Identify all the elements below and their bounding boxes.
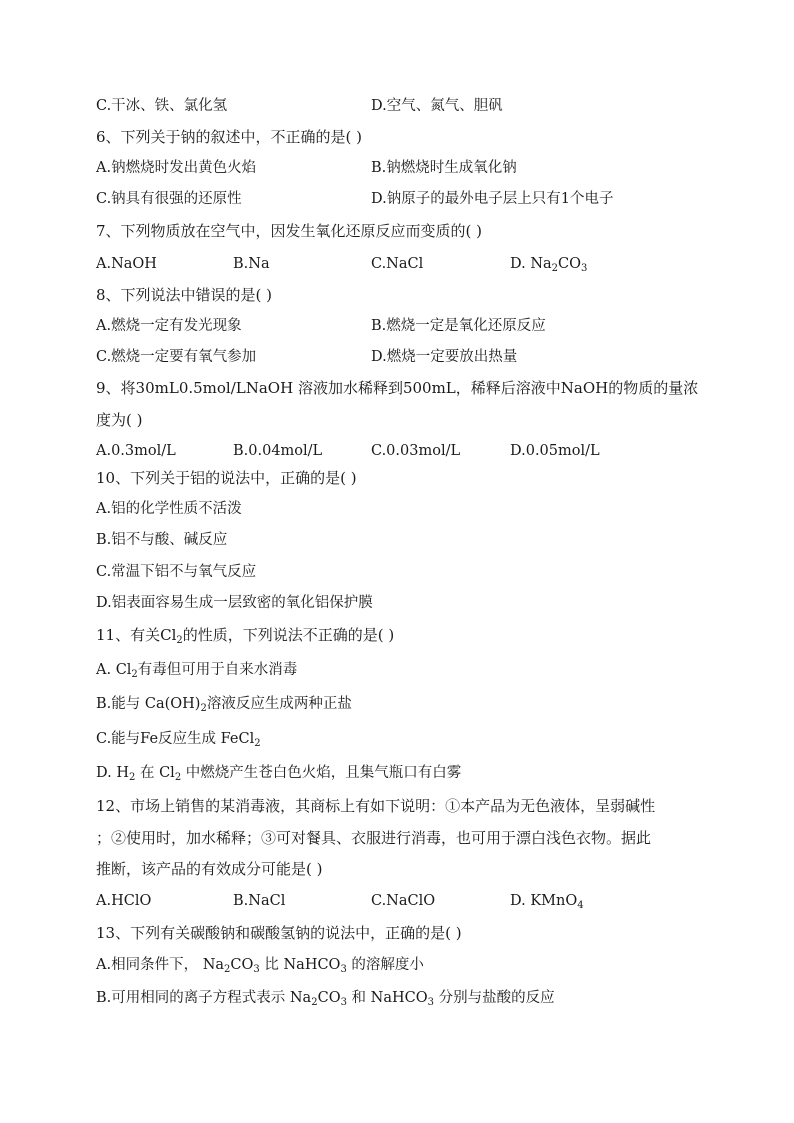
q5-option-d: D.空气、氮气、胆矾 bbox=[371, 98, 503, 114]
q7-option-b: B.Na bbox=[233, 256, 270, 272]
q8-option-a: A.燃烧一定有发光现象 bbox=[96, 318, 242, 334]
q10-option-d: D.铝表面容易生成一层致密的氧化铝保护膜 bbox=[96, 595, 373, 611]
q10-option-a: A.铝的化学性质不活泼 bbox=[96, 501, 242, 517]
q7-option-c: C.NaCl bbox=[371, 256, 424, 272]
q6-option-b: B.钠燃烧时生成氧化钠 bbox=[371, 160, 517, 176]
q8-stem: 8、下列说法中错误的是( ) bbox=[96, 286, 273, 304]
q5-option-c: C.干冰、铁、氯化氢 bbox=[96, 98, 228, 114]
q10-option-c: C.常温下铝不与氧气反应 bbox=[96, 564, 257, 580]
q11-option-a: A. $Cl_2$有毒但可用于自来水消毒 bbox=[96, 662, 298, 680]
q13-option-b: B.可用相同的离子方程式表示 $Na_2CO_3$ 和 NaHCO$_3$ 分别与盐酸的反应 bbox=[96, 990, 555, 1008]
q10-stem: 10、下列关于铝的说法中，正确的是( ) bbox=[96, 469, 357, 487]
q11-stem: 11、有关$Cl_2$的性质，下列说法不正确的是( ) bbox=[96, 626, 395, 646]
q6-option-a: A.钠燃烧时发出黄色火焰 bbox=[96, 160, 257, 176]
q6-stem: 6、下列关于钠的叙述中，不正确的是( ) bbox=[96, 128, 363, 146]
q11-option-d: D. $H_2$ 在 $Cl_2$ 中燃烧产生苍白色火焰，且集气瓶口有白雾 bbox=[96, 765, 462, 783]
q7-option-a: A.NaOH bbox=[96, 256, 157, 272]
q8-option-b: B.燃烧一定是氧化还原反应 bbox=[371, 318, 546, 334]
q12-option-d: D. KMnO$_4$ bbox=[510, 893, 584, 911]
q8-option-c: C.燃烧一定要有氧气参加 bbox=[96, 349, 257, 365]
q13-stem: 13、下列有关碳酸钠和碳酸氢钠的说法中，正确的是( ) bbox=[96, 924, 462, 942]
q12-option-c: C.NaClO bbox=[371, 893, 436, 909]
q13-option-a: A.相同条件下， $Na_2CO_3$ 比 NaHCO$_3$ 的溶解度小 bbox=[96, 957, 424, 975]
q10-option-b: B.铝不与酸、碱反应 bbox=[96, 532, 228, 548]
q12-option-b: B.NaCl bbox=[233, 893, 286, 909]
q11-option-b: B.能与 $Ca(OH)_2$溶液反应生成两种正盐 bbox=[96, 696, 352, 714]
q12-stem-line3: 推断，该产品的有效成分可能是( ) bbox=[96, 860, 323, 878]
q9-option-b: B.0.04mol/L bbox=[233, 443, 323, 459]
q9-stem-line1: 9、将30mL0.5mol/LNaOH 溶液加水稀释到500mL，稀释后溶液中NaOH的物质的量浓 bbox=[96, 379, 699, 397]
q11-option-c: C.能与Fe反应生成 FeCl$_2$ bbox=[96, 731, 261, 749]
q12-stem-line2: ；②使用时，加水稀释；③可对餐具、衣服进行消毒，也可用于漂白浅色衣物。据此 bbox=[96, 829, 652, 847]
q8-option-d: D.燃烧一定要放出热量 bbox=[371, 349, 518, 365]
q12-stem-line1: 12、市场上销售的某消毒液，其商标上有如下说明：①本产品为无色液体，呈弱碱性 bbox=[96, 797, 656, 815]
q7-stem: 7、下列物质放在空气中，因发生氧化还原反应而变质的( ) bbox=[96, 222, 483, 240]
q9-stem-line2: 度为( ) bbox=[96, 411, 143, 429]
q9-option-c: C.0.03mol/L bbox=[371, 443, 461, 459]
q9-option-d: D.0.05mol/L bbox=[510, 443, 600, 459]
q7-option-d: D. $Na_2CO_3$ bbox=[510, 256, 588, 274]
q12-option-a: A.HClO bbox=[96, 893, 152, 909]
q6-option-c: C.钠具有很强的还原性 bbox=[96, 191, 242, 207]
q9-option-a: A.0.3mol/L bbox=[96, 443, 176, 459]
q6-option-d: D.钠原子的最外电子层上只有1个电子 bbox=[371, 191, 614, 207]
